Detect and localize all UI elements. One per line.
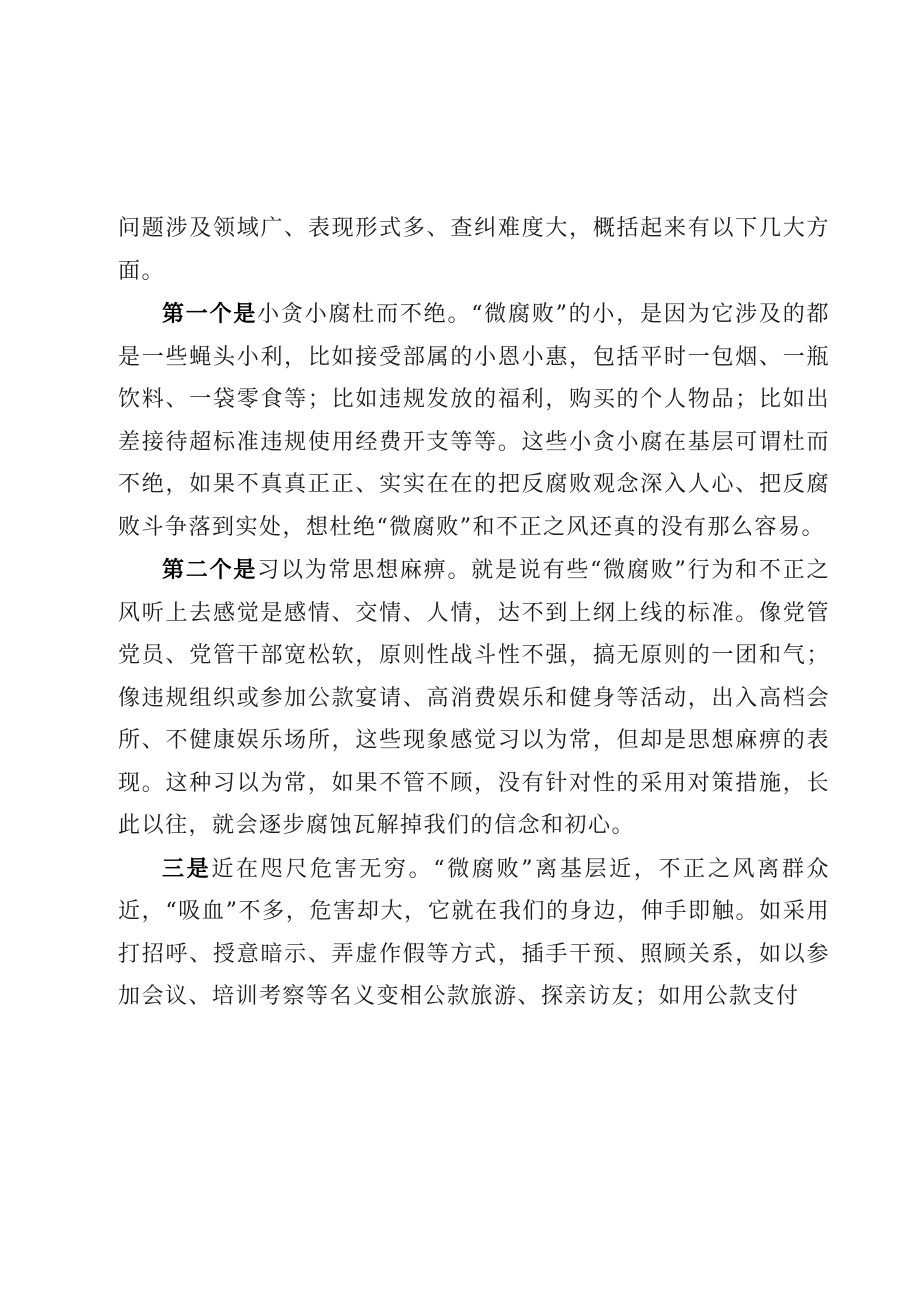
paragraph-lead: 第一个是: [162, 301, 258, 327]
paragraph-lead: 三是: [162, 855, 212, 882]
paragraph-continuation: [118, 208, 830, 293]
paragraph-text: 小贪小腐杜而不绝。“微腐败”的小，是因为它涉及的都是一些蝇头小利，比如接受部属的小恩小惠，包括平时一包烟、一瓶饮料、一袋零食等；比如违规发放的福利，购买的个人物品；比如出差接待超标准违规使用经费开支等等。这些小贪小腐在基层可谓杜而不绝，如果不真真正正、实实在在的把反腐败观念深入人心、把反腐败斗争落到实处，想杜绝“微腐败”和不正之风还真的没有那么容易。: [118, 302, 830, 540]
document-page: [118, 208, 830, 1019]
paragraph-point-one: [118, 293, 830, 549]
paragraph-text: 习以为常思想麻痹。就是说有些“微腐败”行为和不正之风听上去感觉是感情、交情、人情，达不到上纲上线的标准。像党管党员、党管干部宽松软，原则性战斗性不强，搞无原则的一团和气；像违规组织或参加公款宴请、高消费娱乐和健身等活动，出入高档会所、不健康娱乐场所，这些现象感觉习以为常，但却是思想麻痹的表现。这种习以为常，如果不管不顾，没有针对性的采用对策措施，长此以往，就会逐步腐蚀瓦解掉我们的信念和初心。: [118, 558, 830, 838]
paragraph-text: 近在咫尺危害无穷。“微腐败”离基层近，不正之风离群众近，“吸血”不多，危害却大，它就在我们的身边，伸手即触。如采用打招呼、授意暗示、弄虚作假等方式，插手干预、照顾关系，如以参加会议、培训考察等名义变相公款旅游、探亲访友；如用公款支付: [118, 856, 830, 1009]
paragraph-text: 问题涉及领域广、表现形式多、查纠难度大，概括起来有以下几大方面。: [118, 216, 830, 284]
paragraph-point-two: [118, 549, 830, 848]
paragraph-lead: 第二个是: [162, 557, 258, 583]
paragraph-point-three: [118, 848, 830, 1019]
